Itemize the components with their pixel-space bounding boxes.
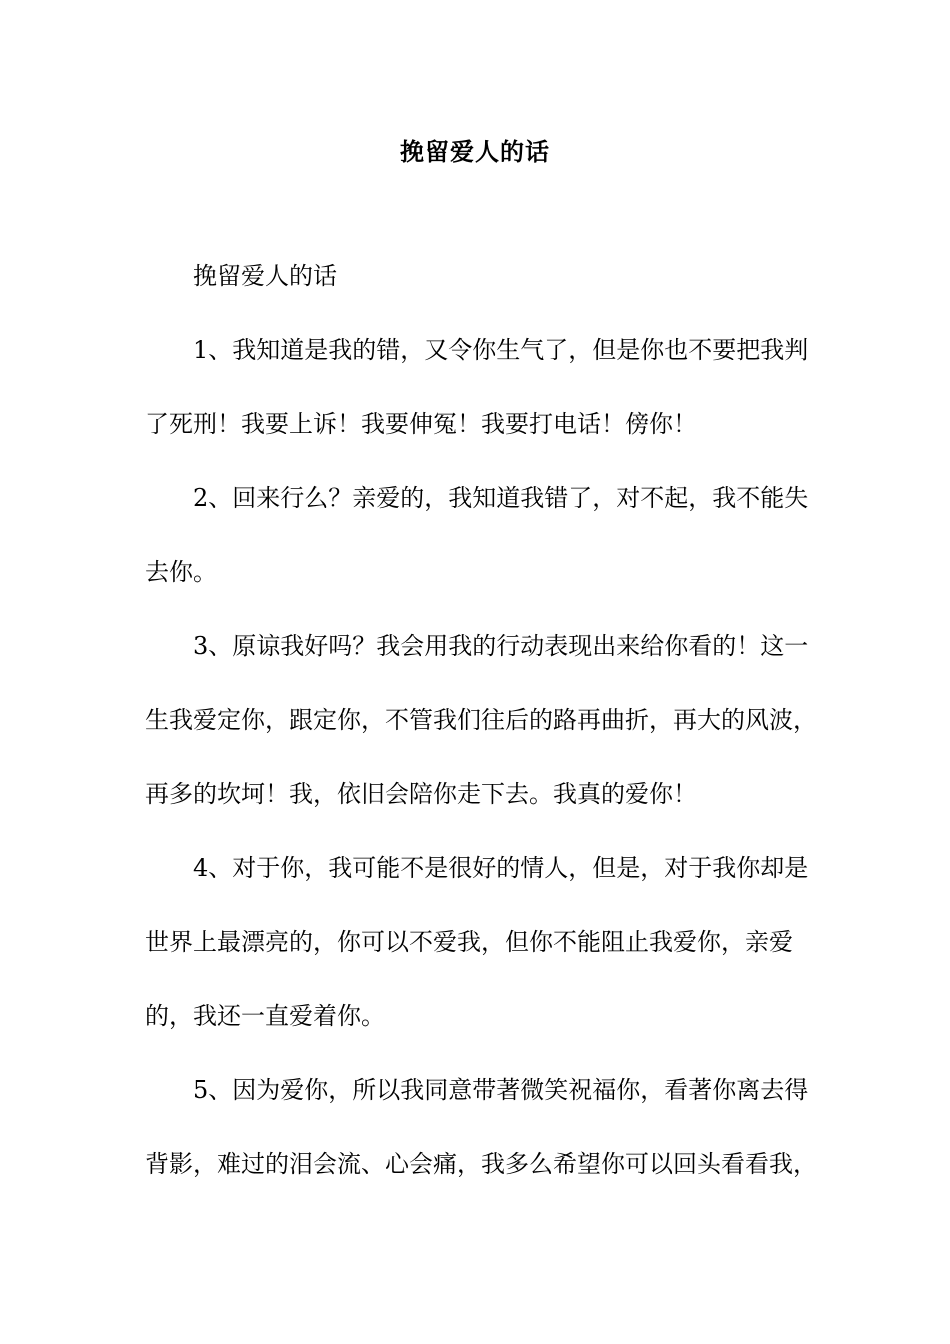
text-line: 1、我知道是我的错，又令你生气了，但是你也不要把我判 (193, 336, 809, 364)
text-line: 5、因为爱你，所以我同意带著微笑祝福你，看著你离去得 (193, 1076, 809, 1104)
paragraph-3 (145, 609, 815, 831)
text-line: 3、原谅我好吗？我会用我的行动表现出来给你看的！这一 (193, 632, 809, 660)
text-line: 2、回来行么？亲爱的，我知道我错了，对不起，我不能失 (193, 484, 809, 512)
text-line: 再多的坎坷！我，依旧会陪你走下去。我真的爱你！ (145, 780, 697, 808)
text-line: 去你。 (145, 558, 217, 586)
paragraph-2 (145, 461, 815, 609)
text-line: 挽留爱人的话 (193, 262, 337, 290)
text-line: 世界上最漂亮的，你可以不爱我，但你不能阻止我爱你，亲爱 (145, 928, 793, 956)
document-title: 挽留爱人的话 (400, 137, 550, 166)
paragraph-4 (145, 831, 815, 1053)
paragraph-heading (145, 239, 815, 313)
text-line: 生我爱定你，跟定你，不管我们往后的路再曲折，再大的风波， (145, 706, 817, 734)
text-line: 的，我还一直爱着你。 (145, 1002, 385, 1030)
text-line: 了死刑！我要上诉！我要伸冤！我要打电话！傍你！ (145, 410, 697, 438)
paragraph-1 (145, 313, 815, 461)
text-line: 4、对于你，我可能不是很好的情人，但是，对于我你却是 (193, 854, 809, 882)
paragraph-5 (145, 1053, 815, 1201)
text-line: 背影，难过的泪会流、心会痛，我多么希望你可以回头看看我， (145, 1150, 817, 1178)
